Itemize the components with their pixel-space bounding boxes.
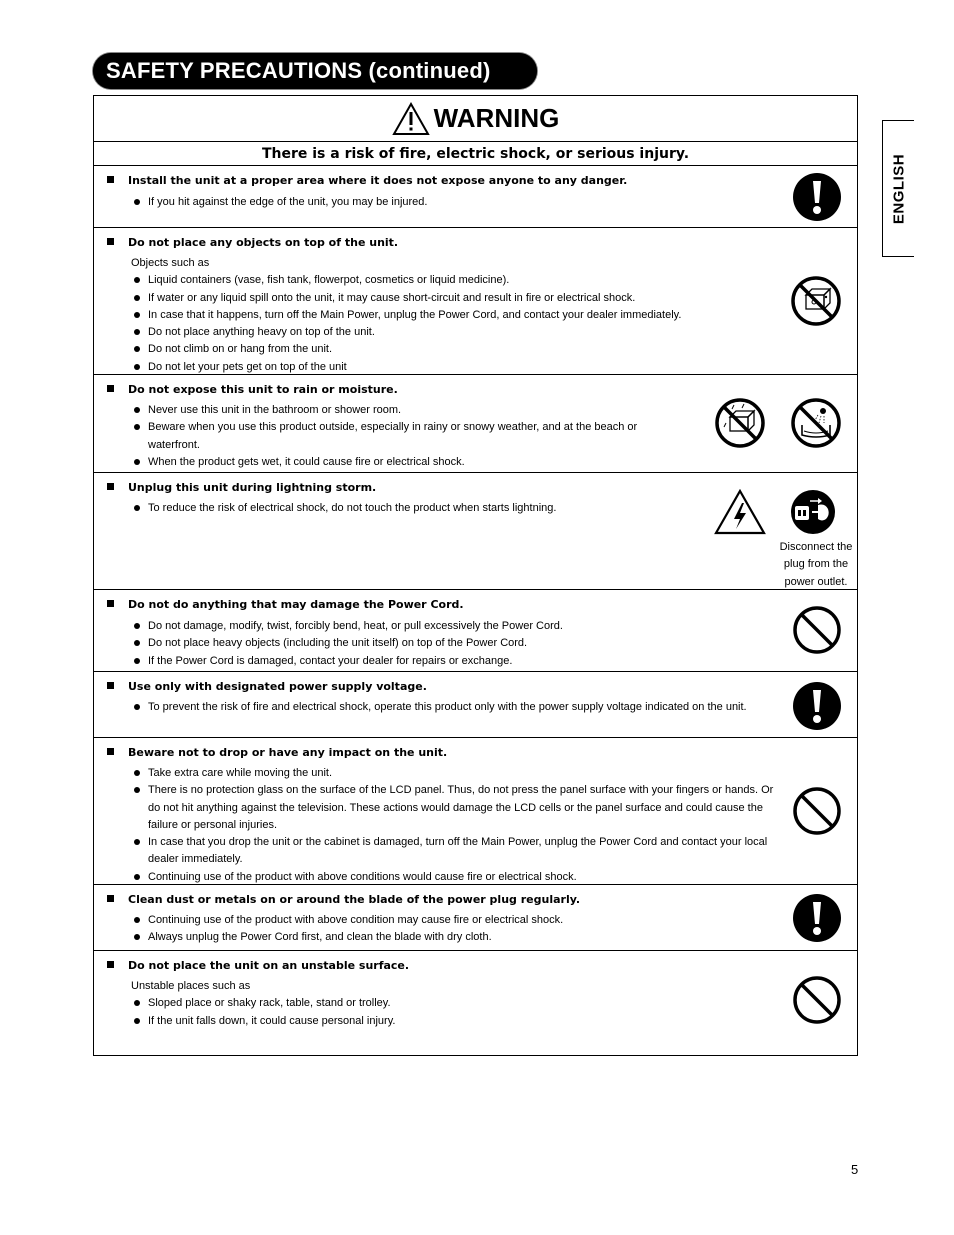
list-item: If you hit against the edge of the unit, you may be injured. [131,194,781,211]
section-header [93,53,537,89]
list-item: To prevent the risk of fire and electrical shock, operate this product only with the power supply voltage indicated on the unit. [131,699,791,716]
list-item: Do not let your pets get on top of the unit [131,359,791,376]
precaution-section [94,228,857,375]
section-body [131,402,671,471]
list-item: If water or any liquid spill onto the unit, it may cause short-circuit and result in fire or electrical shock. [131,290,791,307]
section-title: Unplug this unit during lightning storm. [107,481,376,494]
precaution-section [94,885,857,951]
mandatory-icon [792,893,842,943]
section-title: Install the unit at a proper area where it does not expose anyone to any danger. [107,174,627,187]
list-item: Beware when you use this product outside, especially in rainy or snowy weather, and at the beach or waterfront. [131,419,671,454]
unplug-icon [790,489,836,535]
no-rain-icon [714,397,766,449]
section-title: Do not do anything that may damage the Power Cord. [107,598,464,611]
list-item: Do not place anything heavy on top of the unit. [131,324,791,341]
list-item: Take extra care while moving the unit. [131,765,781,782]
list-item: Never use this unit in the bathroom or shower room. [131,402,671,419]
list-item: When the product gets wet, it could cause fire or electrical shock. [131,454,671,471]
precaution-section [94,672,857,738]
section-title: Do not expose this unit to rain or moisture. [107,383,398,396]
language-tab-label: ENGLISH [890,153,907,224]
mandatory-icon [792,172,842,222]
mandatory-icon [792,681,842,731]
list-item: Sloped place or shaky rack, table, stand or trolley. [131,995,781,1012]
square-bullet-icon [107,385,114,392]
section-body [131,978,781,1030]
list-item: Liquid containers (vase, fish tank, flowerpot, cosmetics or liquid medicine). [131,272,791,289]
section-body [131,255,791,376]
list-item: Continuing use of the product with above conditions would cause fire or electrical shock. [131,869,781,886]
prohibited-icon [792,605,842,655]
risk-statement: There is a risk of fire, electric shock, or serious injury. [94,142,857,166]
square-bullet-icon [107,600,114,607]
section-body [131,699,791,716]
list-item: There is no protection glass on the surface of the LCD panel. Thus, do not press the panel surface with your fingers or hands. Or do not hit anything against the television. These actions would damage the LCD cells or the panel surface and could cause the failure or personal injuries. [131,782,781,834]
list-item: If the unit falls down, it could cause personal injury. [131,1013,781,1030]
section-body [131,194,781,211]
precaution-section [94,473,857,590]
square-bullet-icon [107,176,114,183]
no-wet-objects-icon [790,275,842,327]
warning-table [93,95,858,1056]
warning-heading [94,96,857,142]
list-item: Do not damage, modify, twist, forcibly bend, heat, or pull excessively the Power Cord. [131,618,781,635]
square-bullet-icon [107,748,114,755]
section-title: Clean dust or metals on or around the blade of the power plug regularly. [107,893,580,906]
page-title: SAFETY PRECAUTIONS (continued) [106,58,491,83]
precaution-section [94,590,857,672]
list-item: Do not climb on or hang from the unit. [131,341,791,358]
warning-heading-text: WARNING [433,103,560,133]
square-bullet-icon [107,895,114,902]
warning-triangle-icon [392,102,430,136]
section-body [131,765,781,886]
section-title: Beware not to drop or have any impact on the unit. [107,746,447,759]
section-lead: Unstable places such as [131,980,251,992]
precaution-section [94,166,857,228]
section-title: Use only with designated power supply voltage. [107,680,427,693]
square-bullet-icon [107,682,114,689]
square-bullet-icon [107,961,114,968]
list-item: To reduce the risk of electrical shock, do not touch the product when starts lightning. [131,500,671,517]
section-body [131,912,781,947]
prohibited-icon [792,786,842,836]
list-item: Continuing use of the product with above condition may cause fire or electrical shock. [131,912,781,929]
list-item: In case that it happens, turn off the Main Power, unplug the Power Cord, and contact your dealer immediately. [131,307,791,324]
no-shower-icon [790,397,842,449]
list-item: If the Power Cord is damaged, contact your dealer for repairs or exchange. [131,653,781,670]
list-item: In case that you drop the unit or the cabinet is damaged, turn off the Main Power, unplug the Power Cord and contact your local dealer immediately. [131,834,781,869]
section-lead: Objects such as [131,257,210,269]
unplug-caption: Disconnect the plug from the power outlet. [779,541,853,588]
electric-shock-warning-icon [714,489,766,535]
section-title: Do not place the unit on an unstable surface. [107,959,409,972]
list-item: Always unplug the Power Cord first, and clean the blade with dry cloth. [131,929,781,946]
section-body [131,500,671,517]
section-title: Do not place any objects on top of the unit. [107,236,398,249]
precaution-section [94,375,857,473]
language-tab [882,120,914,257]
list-item: Do not place heavy objects (including the unit itself) on top of the Power Cord. [131,635,781,652]
square-bullet-icon [107,483,114,490]
precaution-section [94,738,857,885]
precaution-section [94,951,857,1055]
prohibited-icon [792,975,842,1025]
square-bullet-icon [107,238,114,245]
page-number: 5 [851,1162,859,1177]
section-body [131,618,781,670]
